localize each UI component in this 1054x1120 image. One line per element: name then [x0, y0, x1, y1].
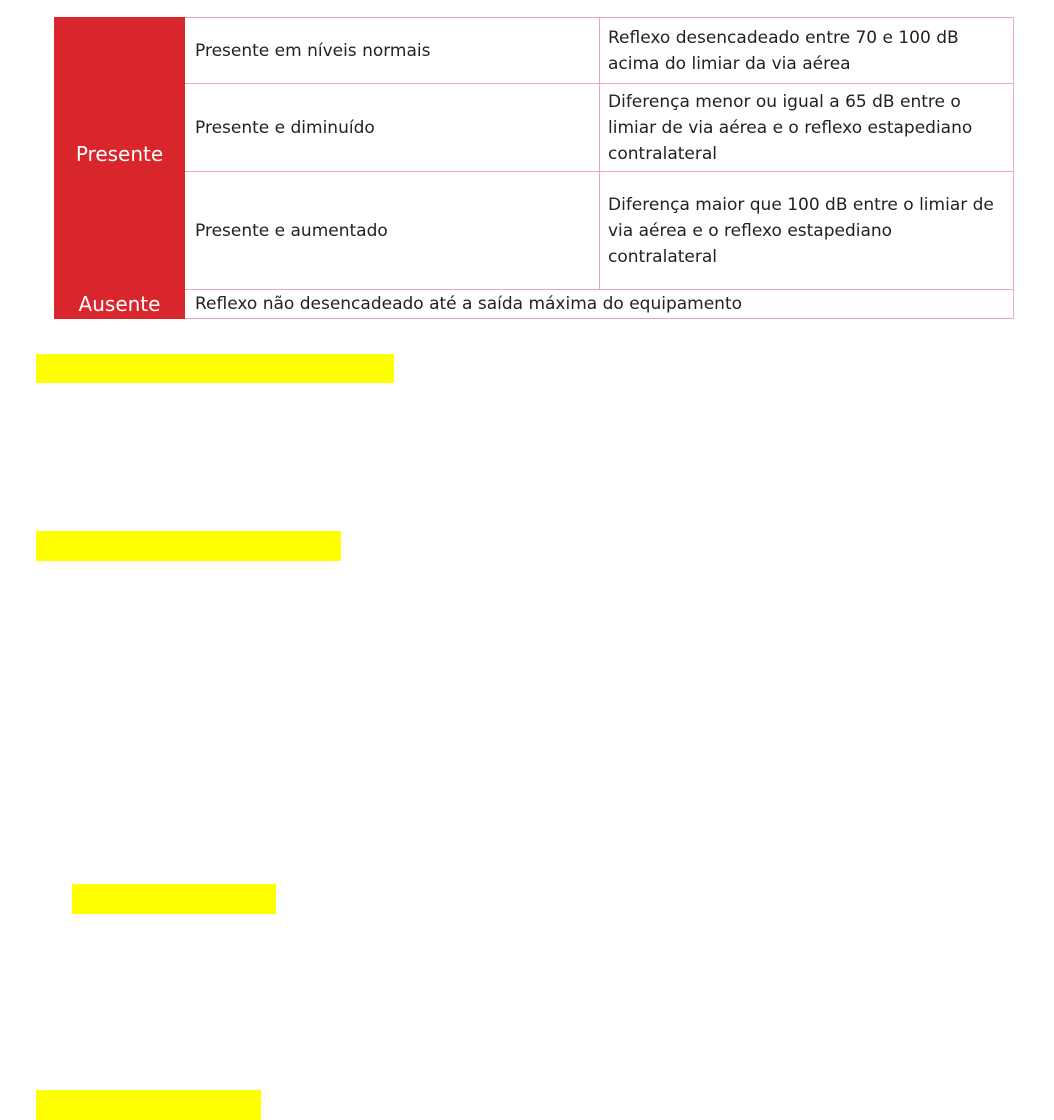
highlight-bar-4	[36, 1090, 261, 1120]
absent-description-cell: Reflexo não desencadeado até a saída máxima do equipamento	[185, 290, 1014, 319]
present-category-cell: Presente	[55, 18, 185, 290]
absent-category-cell: Ausente	[55, 290, 185, 319]
reflex-description-cell: Diferença maior que 100 dB entre o limiar de via aérea e o reflexo estapediano contralateral	[600, 172, 1014, 290]
highlight-bar-1	[36, 354, 394, 383]
reflex-description-cell: Diferença menor ou igual a 65 dB entre o limiar de via aérea e o reflexo estapediano contralateral	[600, 84, 1014, 172]
stapedial-reflex-table	[54, 17, 1014, 319]
reflex-type-cell: Presente e aumentado	[185, 172, 600, 290]
table-row	[55, 290, 1014, 319]
reflex-type-cell: Presente e diminuído	[185, 84, 600, 172]
table-row	[55, 18, 1014, 84]
highlight-bar-3	[72, 884, 276, 914]
table-row	[55, 84, 1014, 172]
reflex-description-cell: Reflexo desencadeado entre 70 e 100 dB acima do limiar da via aérea	[600, 18, 1014, 84]
table-row	[55, 172, 1014, 290]
highlight-bar-2	[36, 531, 341, 561]
reflex-type-cell: Presente em níveis normais	[185, 18, 600, 84]
